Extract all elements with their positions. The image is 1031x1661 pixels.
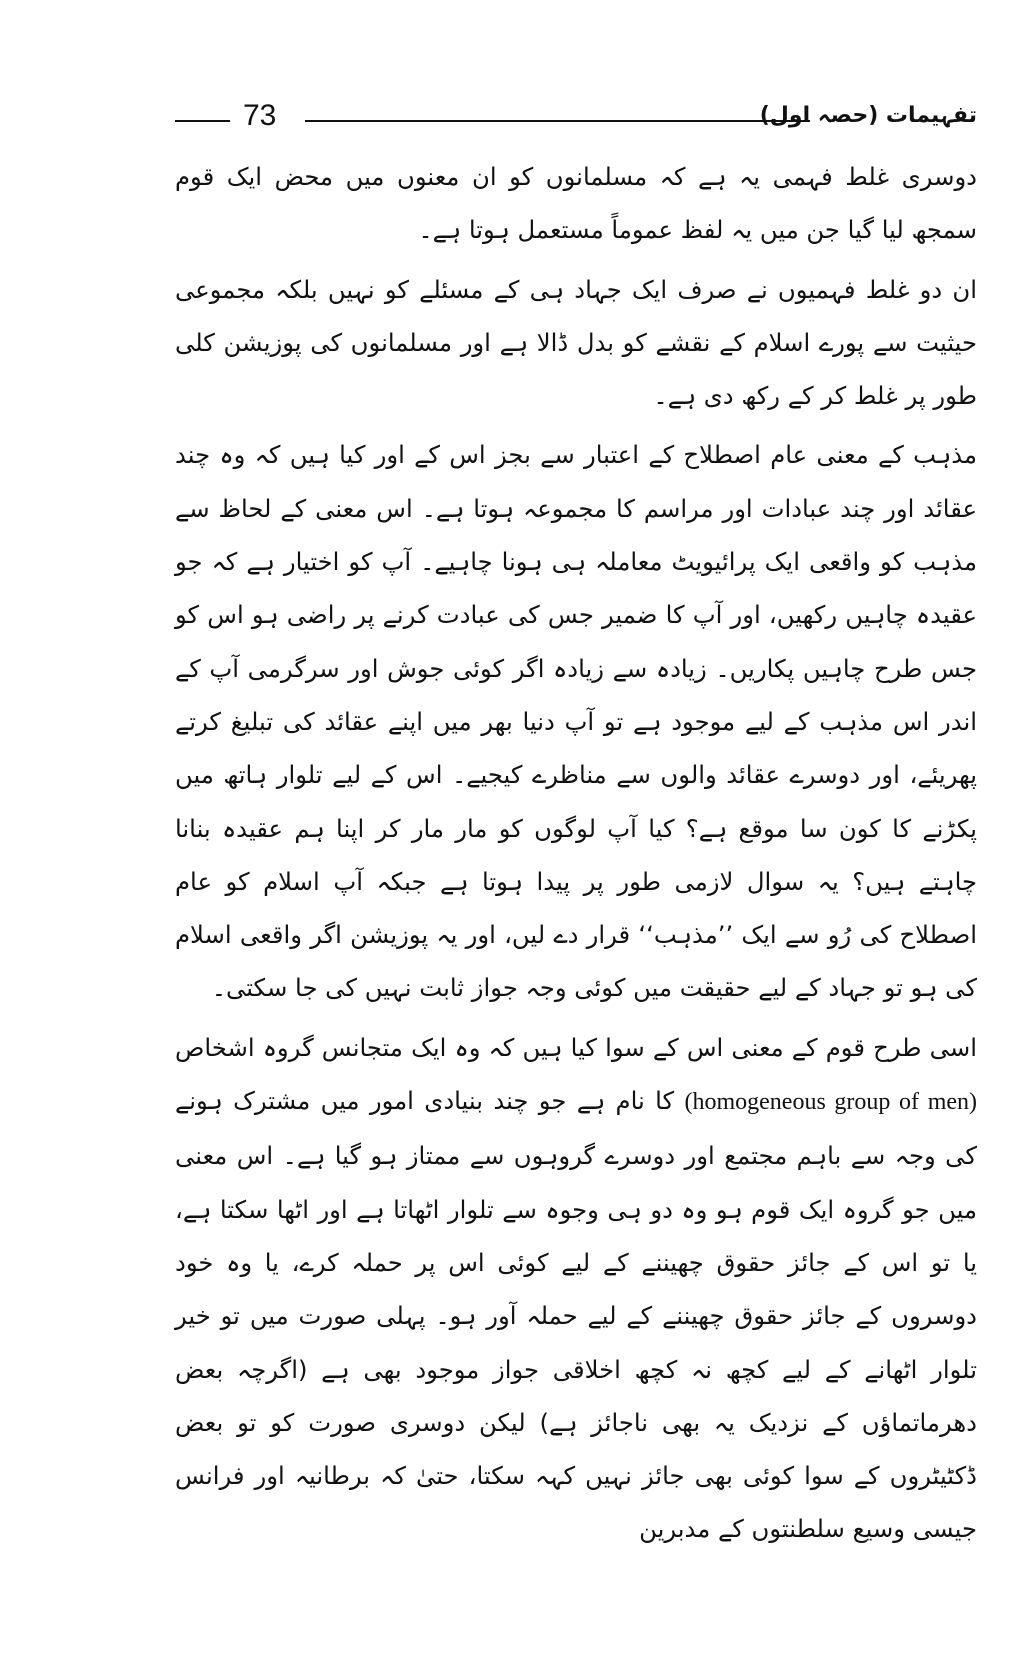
body-text	[175, 150, 977, 1562]
paragraph-1: دوسری غلط فہمی یہ ہے کہ مسلمانوں کو ان معنوں میں محض ایک قوم سمجھ لیا گیا جن میں یہ لفظ عموماً مستعمل ہوتا ہے۔	[175, 162, 977, 245]
paragraph-4	[175, 1021, 977, 1556]
page-header	[175, 98, 977, 138]
english-phrase: (homogeneous group of men)	[684, 1089, 978, 1116]
paragraph-4-start: اسی طرح قوم کے معنی اس کے سوا کیا ہیں کہ وہ ایک متجانس گروہ اشخاص	[175, 1032, 977, 1062]
paragraph-4-rest: کا نام ہے جو چند بنیادی امور میں مشترک ہونے کی وجہ سے باہم مجتمع اور دوسرے گروہوں سے ممتاز ہو گیا ہے۔ اس معنی میں جو گروہ ایک قوم ہو وہ دو ہی وجوہ سے تلوار اٹھاتا ہے اور اٹھا سکتا ہے، یا تو اس کے جائز حقوق چھیننے کے لیے کوئی اس پر حملہ کرے، یا وہ خود دوسروں کے جائز حقوق چھیننے کے لیے حملہ آور ہو۔ پہلی صورت میں تو خیر تلوار اٹھانے کے لیے کچھ نہ کچھ اخلاقی جواز موجود بھی ہے (اگرچہ بعض دھرماتماؤں کے نزدیک یہ بھی ناجائز ہے) لیکن دوسری صورت کو تو بعض ڈکٹیٹروں کے سوا کوئی بھی جائز نہیں کہہ سکتا، حتیٰ کہ برطانیہ اور فرانس جیسی وسیع سلطنتوں کے مدبرین	[175, 1086, 977, 1544]
page-number: 73	[243, 99, 277, 132]
header-rule-right	[305, 120, 810, 122]
header-rule-left	[175, 120, 230, 122]
paragraph-3: مذہب کے معنی عام اصطلاح کے اعتبار سے بجز اس کے اور کیا ہیں کہ وہ چند عقائد اور چند عبادات اور مراسم کا مجموعہ ہوتا ہے۔ اس معنی کے لحاظ سے مذہب کو واقعی ایک پرائیویٹ معاملہ ہی ہونا چاہیے۔ آپ کو اختیار ہے کہ جو عقیدہ چاہیں رکھیں، اور آپ کا ضمیر جس کی عبادت کرنے پر راضی ہو اس کو جس طرح چاہیں پکاریں۔ زیادہ سے زیادہ اگر کوئی جوش اور سرگرمی آپ کے اندر اس مذہب کے لیے موجود ہے تو آپ دنیا بھر میں اپنے عقائد کی تبلیغ کرتے پھریئے، اور دوسرے عقائد والوں سے مناظرے کیجیے۔ اس کے لیے تلوار ہاتھ میں پکڑنے کا کون سا موقع ہے؟ کیا آپ لوگوں کو مار مار کر اپنا ہم عقیدہ بنانا چاہتے ہیں؟ یہ سوال لازمی طور پر پیدا ہوتا ہے جبکہ آپ اسلام کو عام اصطلاح کی رُو سے ایک ’’مذہب‘‘ قرار دے لیں، اور یہ پوزیشن اگر واقعی اسلام کی ہو تو جہاد کے لیے حقیقت میں کوئی وجہ جواز ثابت نہیں کی جا سکتی۔	[175, 440, 977, 1003]
paragraph-2: ان دو غلط فہمیوں نے صرف ایک جہاد ہی کے مسئلے کو نہیں بلکہ مجموعی حیثیت سے پورے اسلام کے نقشے کو بدل ڈالا ہے اور مسلمانوں کی پوزیشن کلی طور پر غلط کر کے رکھ دی ہے۔	[175, 274, 977, 411]
running-title: تفہیمات (حصہ اول)	[759, 103, 977, 128]
